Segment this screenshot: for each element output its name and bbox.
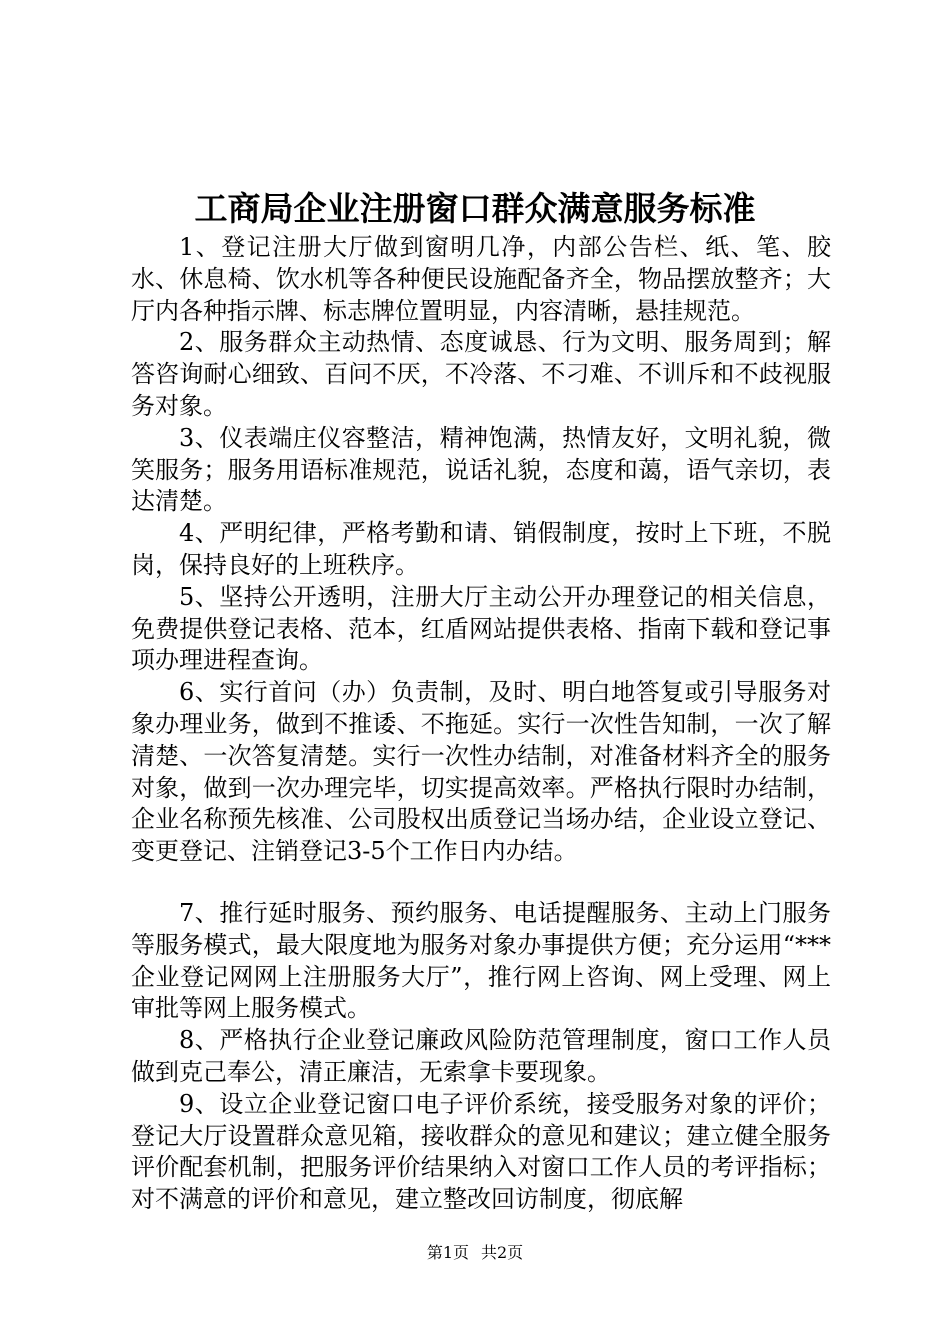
paragraph-4: 4、严明纪律，严格考勤和请、销假制度，按时上下班，不脱岗，保持良好的上班秩序。	[131, 519, 831, 579]
paragraph-1: 1、登记注册大厅做到窗明几净，内部公告栏、纸、笔、胶水、休息椅、饮水机等各种便民设施配备齐全，物品摆放整齐；大厅内各种指示牌、标志牌位置明显，内容清晰，悬挂规范。	[131, 233, 831, 325]
page-total: 共2页	[481, 1243, 524, 1262]
paragraph-7: 7、推行延时服务、预约服务、电话提醒服务、主动上门服务等服务模式，最大限度地为服务对象办事提供方便；充分运用“***企业登记网网上注册服务大厅”，推行网上咨询、网上受理、网上审批等网上服务模式。	[131, 898, 831, 1023]
paragraph-5: 5、坚持公开透明，注册大厅主动公开办理登记的相关信息，免费提供登记表格、范本，红盾网站提供表格、指南下载和登记事项办理进程查询。	[131, 582, 831, 675]
document-title: 工商局企业注册窗口群众满意服务标准	[194, 189, 756, 228]
paragraph-8: 8、严格执行企业登记廉政风险防范管理制度，窗口工作人员做到克己奉公，清正廉洁，无索拿卡要现象。	[131, 1026, 831, 1086]
paragraph-2: 2、服务群众主动热情、态度诚恳、行为文明、服务周到；解答咨询耐心细致、百问不厌，不冷落、不刁难、不训斥和不歧视服务对象。	[131, 328, 831, 420]
paragraph-3: 3、仪表端庄仪容整洁，精神饱满，热情友好，文明礼貌，微笑服务；服务用语标准规范，说话礼貌，态度和蔼，语气亲切，表达清楚。	[131, 423, 831, 516]
paragraph-9: 9、设立企业登记窗口电子评价系统，接受服务对象的评价；登记大厅设置群众意见箱，接收群众的意见和建议；建立健全服务评价配套机制，把服务评价结果纳入对窗口工作人员的考评指标；对不满意的评价和意见，建立整改回访制度，彻底解	[131, 1089, 831, 1214]
page-footer	[0, 1242, 950, 1264]
page-number: 第1页	[426, 1243, 469, 1262]
paragraph-6: 6、实行首问（办）负责制，及时、明白地答复或引导服务对象办理业务，做到不推诿、不拖延。实行一次性告知制，一次了解清楚、一次答复清楚。实行一次性办结制，对准备材料齐全的服务对象，做到一次办理完毕，切实提高效率。严格执行限时办结制，企业名称预先核准、公司股权出质登记当场办结，企业设立登记、变更登记、注销登记3-5个工作日内办结。	[131, 678, 831, 866]
document-body	[131, 232, 831, 1216]
